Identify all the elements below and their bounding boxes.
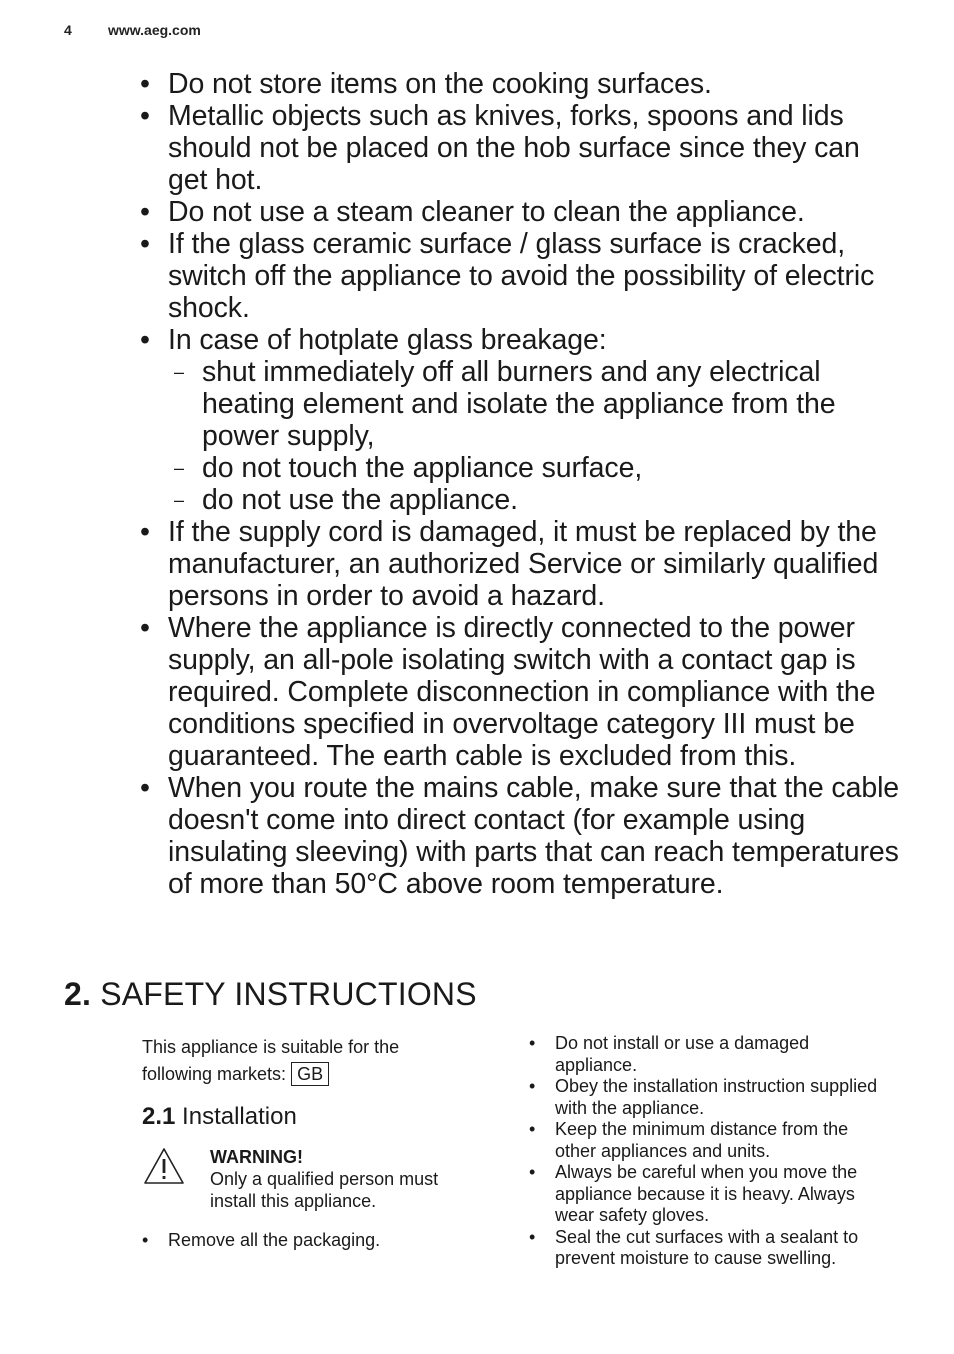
list-item: • Remove all the packaging.: [142, 1230, 381, 1250]
warning-triangle-icon: [142, 1146, 186, 1191]
bullet: •: [140, 196, 150, 228]
subsection-title: [142, 1102, 472, 1132]
list-item: • Keep the minimum distance from the other appliances and units.: [529, 1119, 849, 1161]
bullet: •: [529, 1226, 536, 1247]
bullet: •: [140, 612, 150, 644]
list-item: • Do not store items on the cooking surfaces.: [140, 68, 712, 100]
list-item: • If the supply cord is damaged, it must be replaced by the manufacturer, an authorized Service or similarly qualified persons in order to avoid a hazard.: [140, 516, 879, 612]
dash: –: [174, 458, 184, 478]
bullet: •: [140, 772, 150, 804]
warning-text: Only a qualified person must install this appliance.: [210, 1169, 439, 1211]
markets-text: This appliance is suitable for the following markets: GB: [142, 1037, 400, 1084]
bullet: •: [529, 1033, 536, 1053]
sub-list-item: – shut immediately off all burners and any electrical heating element and isolate the appliance from the power supply,: [174, 356, 836, 452]
website-link[interactable]: www.aeg.com: [108, 22, 201, 38]
list-item: • Always be careful when you move the appliance because it is heavy. Always wear safety gloves.: [529, 1162, 858, 1225]
list-item: • Seal the cut surfaces with a sealant to prevent moisture to cause swelling.: [529, 1226, 859, 1268]
right-column: [529, 1033, 889, 1270]
subsection-number: 2.1: [142, 1103, 176, 1130]
page-header: [64, 22, 201, 38]
list-item: • Do not use a steam cleaner to clean the appliance.: [140, 196, 805, 228]
list-item: • When you route the mains cable, make sure that the cable doesn't come into direct contact (for example using insulating sleeving) with parts that can reach temperatures of more than 50°C above room temperature.: [140, 772, 900, 900]
bullet: •: [140, 100, 150, 132]
bullet: •: [140, 228, 150, 260]
section-title: [64, 976, 477, 1013]
list-item: • Where the appliance is directly connected to the power supply, an all-pole isolating switch with a contact gap is required. Complete disconnection in compliance with the conditions specified in overvoltage category III must be guaranteed. The earth cable is excluded from this.: [140, 612, 876, 772]
bullet: •: [529, 1119, 536, 1139]
dash: –: [174, 362, 184, 382]
bullet: •: [142, 1230, 149, 1250]
list-item: • Metallic objects such as knives, forks, spoons and lids should not be placed on the hob surface since they can get hot.: [140, 100, 860, 196]
installation-list-right: [529, 1033, 889, 1270]
bullet: •: [140, 324, 150, 356]
bullet: •: [529, 1076, 536, 1096]
list-item: • Obey the installation instruction supplied with the appliance.: [529, 1076, 878, 1118]
list-item: • If the glass ceramic surface / glass surface is cracked, switch off the appliance to avoid the possibility of electric shock.: [140, 228, 875, 324]
warning-box: [142, 1146, 472, 1212]
safety-bullet-list: [140, 68, 900, 900]
installation-list-left: [142, 1230, 472, 1252]
subsection-title-text: Installation: [182, 1103, 297, 1130]
page-number: 4: [64, 22, 72, 38]
sub-list-item: – do not use the appliance.: [174, 484, 518, 516]
warning-title: WARNING!: [210, 1147, 303, 1167]
bullet: •: [140, 68, 150, 100]
market-code-box: GB: [291, 1062, 329, 1086]
bullet: •: [529, 1162, 536, 1182]
left-column: [142, 1034, 472, 1252]
bullet: •: [140, 516, 150, 548]
section-number: 2.: [64, 976, 92, 1012]
list-item: • Do not install or use a damaged appliance.: [529, 1033, 810, 1075]
section-title-text: SAFETY INSTRUCTIONS: [100, 976, 477, 1012]
dash: –: [174, 490, 184, 510]
sub-list-item: – do not touch the appliance surface,: [174, 452, 643, 484]
list-item: • In case of hotplate glass breakage: – shut immediately off all burners and any electrical heating element and isolate the appliance from the power supply, – do not touch the appliance surface, – do not use the appliance.: [140, 324, 900, 516]
breakage-sub-list: [168, 356, 900, 516]
